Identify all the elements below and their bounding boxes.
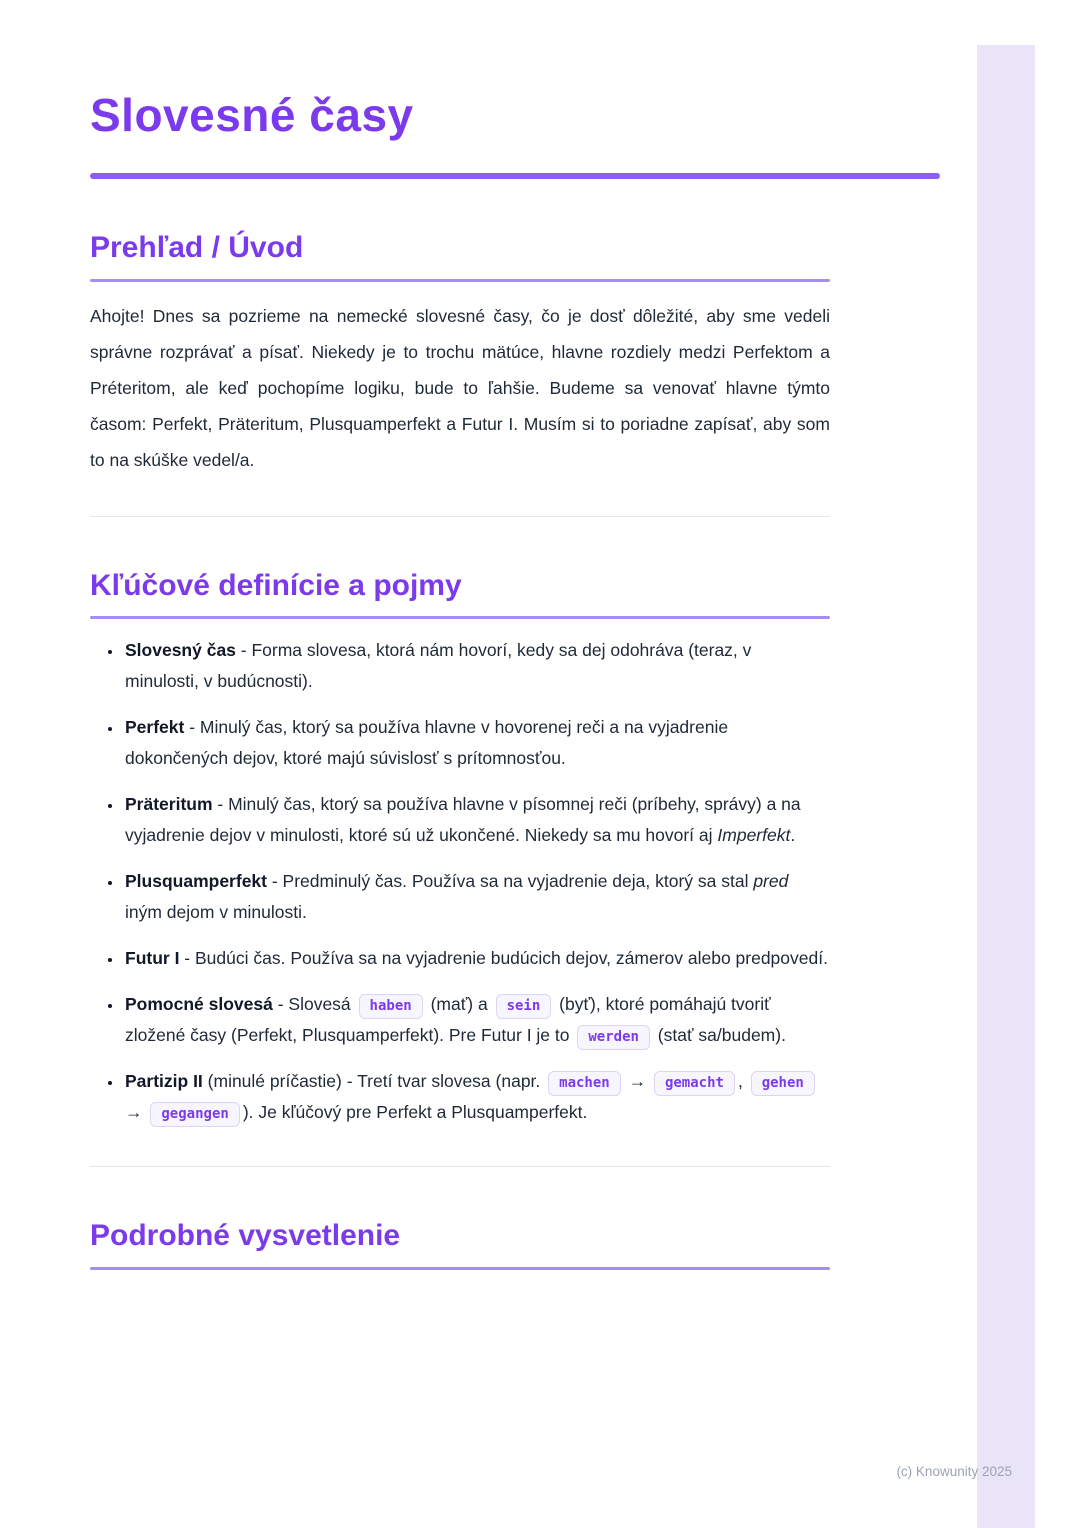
definition-text: → bbox=[623, 1071, 651, 1092]
definition-text: → bbox=[125, 1102, 148, 1123]
code-token: machen bbox=[548, 1071, 621, 1096]
definition-text: - Forma slovesa, ktorá nám hovorí, kedy sa dej odohráva (teraz, v minulosti, v budúcnosti). bbox=[125, 640, 752, 692]
definition-text: ). Je kľúčový pre Perfekt a Plusquamperfekt. bbox=[242, 1102, 588, 1123]
definition-item bbox=[123, 866, 830, 928]
intro-heading-rule bbox=[90, 279, 830, 282]
definition-text: - Budúci čas. Používa sa na vyjadrenie budúcich dejov, zámerov alebo predpovedí. bbox=[179, 948, 828, 969]
definition-text: - Slovesá bbox=[272, 994, 356, 1015]
definition-text: - Predminulý čas. Používa sa na vyjadrenie deja, ktorý sa stal bbox=[266, 871, 754, 892]
section-intro bbox=[90, 229, 940, 478]
section-definitions bbox=[90, 567, 940, 1129]
definition-text: - Minulý čas, ktorý sa používa hlavne v hovorenej reči a na vyjadrenie dokončených dejov, ktoré majú súvislosť s prítomnosťou. bbox=[125, 717, 729, 769]
term-label: Plusquamperfekt bbox=[125, 871, 267, 892]
page-edge-bar bbox=[977, 45, 1035, 1528]
section-divider bbox=[90, 516, 830, 517]
definition-text: (byť), ktoré pomáhajú tvoriť zložené časy (Perfekt, Plusquamperfekt). Pre Futur I je to bbox=[125, 994, 771, 1046]
code-token: gehen bbox=[751, 1071, 815, 1096]
definition-item bbox=[123, 1066, 830, 1128]
term-label: Slovesný čas bbox=[125, 640, 236, 661]
code-token: gegangen bbox=[150, 1102, 239, 1127]
emphasized-text: Imperfekt bbox=[717, 825, 791, 846]
term-label: Perfekt bbox=[125, 717, 185, 738]
page-title: Slovesné časy bbox=[90, 89, 414, 141]
definition-text: (stať sa/budem). bbox=[652, 1025, 786, 1046]
section-heading-intro: Prehľad / Úvod bbox=[90, 231, 304, 265]
copyright-footer: (c) Knowunity 2025 bbox=[896, 1464, 1012, 1479]
code-token: sein bbox=[496, 994, 552, 1019]
code-token: werden bbox=[577, 1025, 650, 1050]
section-heading-definitions: Kľúčové definície a pojmy bbox=[90, 568, 462, 602]
term-label: Futur I bbox=[125, 948, 180, 969]
definition-item bbox=[123, 989, 830, 1051]
code-token: gemacht bbox=[654, 1071, 735, 1096]
section-details bbox=[90, 1217, 940, 1270]
definitions-list bbox=[90, 635, 830, 1128]
term-label: Pomocné slovesá bbox=[125, 994, 273, 1015]
details-heading-rule bbox=[90, 1267, 830, 1270]
term-label: Präteritum bbox=[125, 794, 213, 815]
definition-item bbox=[123, 789, 830, 851]
definition-item bbox=[123, 635, 830, 697]
definition-text: (mať) a bbox=[425, 994, 493, 1015]
document-page bbox=[90, 0, 940, 1270]
code-token: haben bbox=[359, 994, 423, 1019]
emphasized-text: pred bbox=[753, 871, 789, 892]
definition-text: , bbox=[737, 1071, 748, 1092]
section-heading-details: Podrobné vysvetlenie bbox=[90, 1219, 401, 1253]
definition-text: iným dejom v minulosti. bbox=[125, 902, 307, 923]
intro-paragraph: Ahojte! Dnes sa pozrieme na nemecké slovesné časy, čo je dosť dôležité, aby sme vedeli správne rozprávať a písať. Niekedy je to trochu mätúce, hlavne rozdiely medzi Perfektom a Préteritom, ale keď pochopíme logiku, bude to ľahšie. Budeme sa venovať hlavne týmto časom: Perfekt, Präteritum, Plusquamperfekt a Futur I. Musím si to poriadne zapísať, aby som to na skúške vedel/a. bbox=[90, 305, 830, 470]
term-label: Partizip II bbox=[125, 1071, 203, 1092]
definition-item bbox=[123, 943, 830, 974]
definition-text: (minulé príčastie) - Tretí tvar slovesa (napr. bbox=[202, 1071, 546, 1092]
definition-item bbox=[123, 712, 830, 774]
title-rule bbox=[90, 173, 940, 179]
definitions-heading-rule bbox=[90, 616, 830, 619]
section-divider bbox=[90, 1166, 830, 1167]
definition-text: - Minulý čas, ktorý sa používa hlavne v písomnej reči (príbehy, správy) a na vyjadrenie dejov v minulosti, ktoré sú už ukončené. Niekedy sa mu hovorí aj bbox=[125, 794, 801, 846]
definition-text: . bbox=[790, 825, 796, 846]
